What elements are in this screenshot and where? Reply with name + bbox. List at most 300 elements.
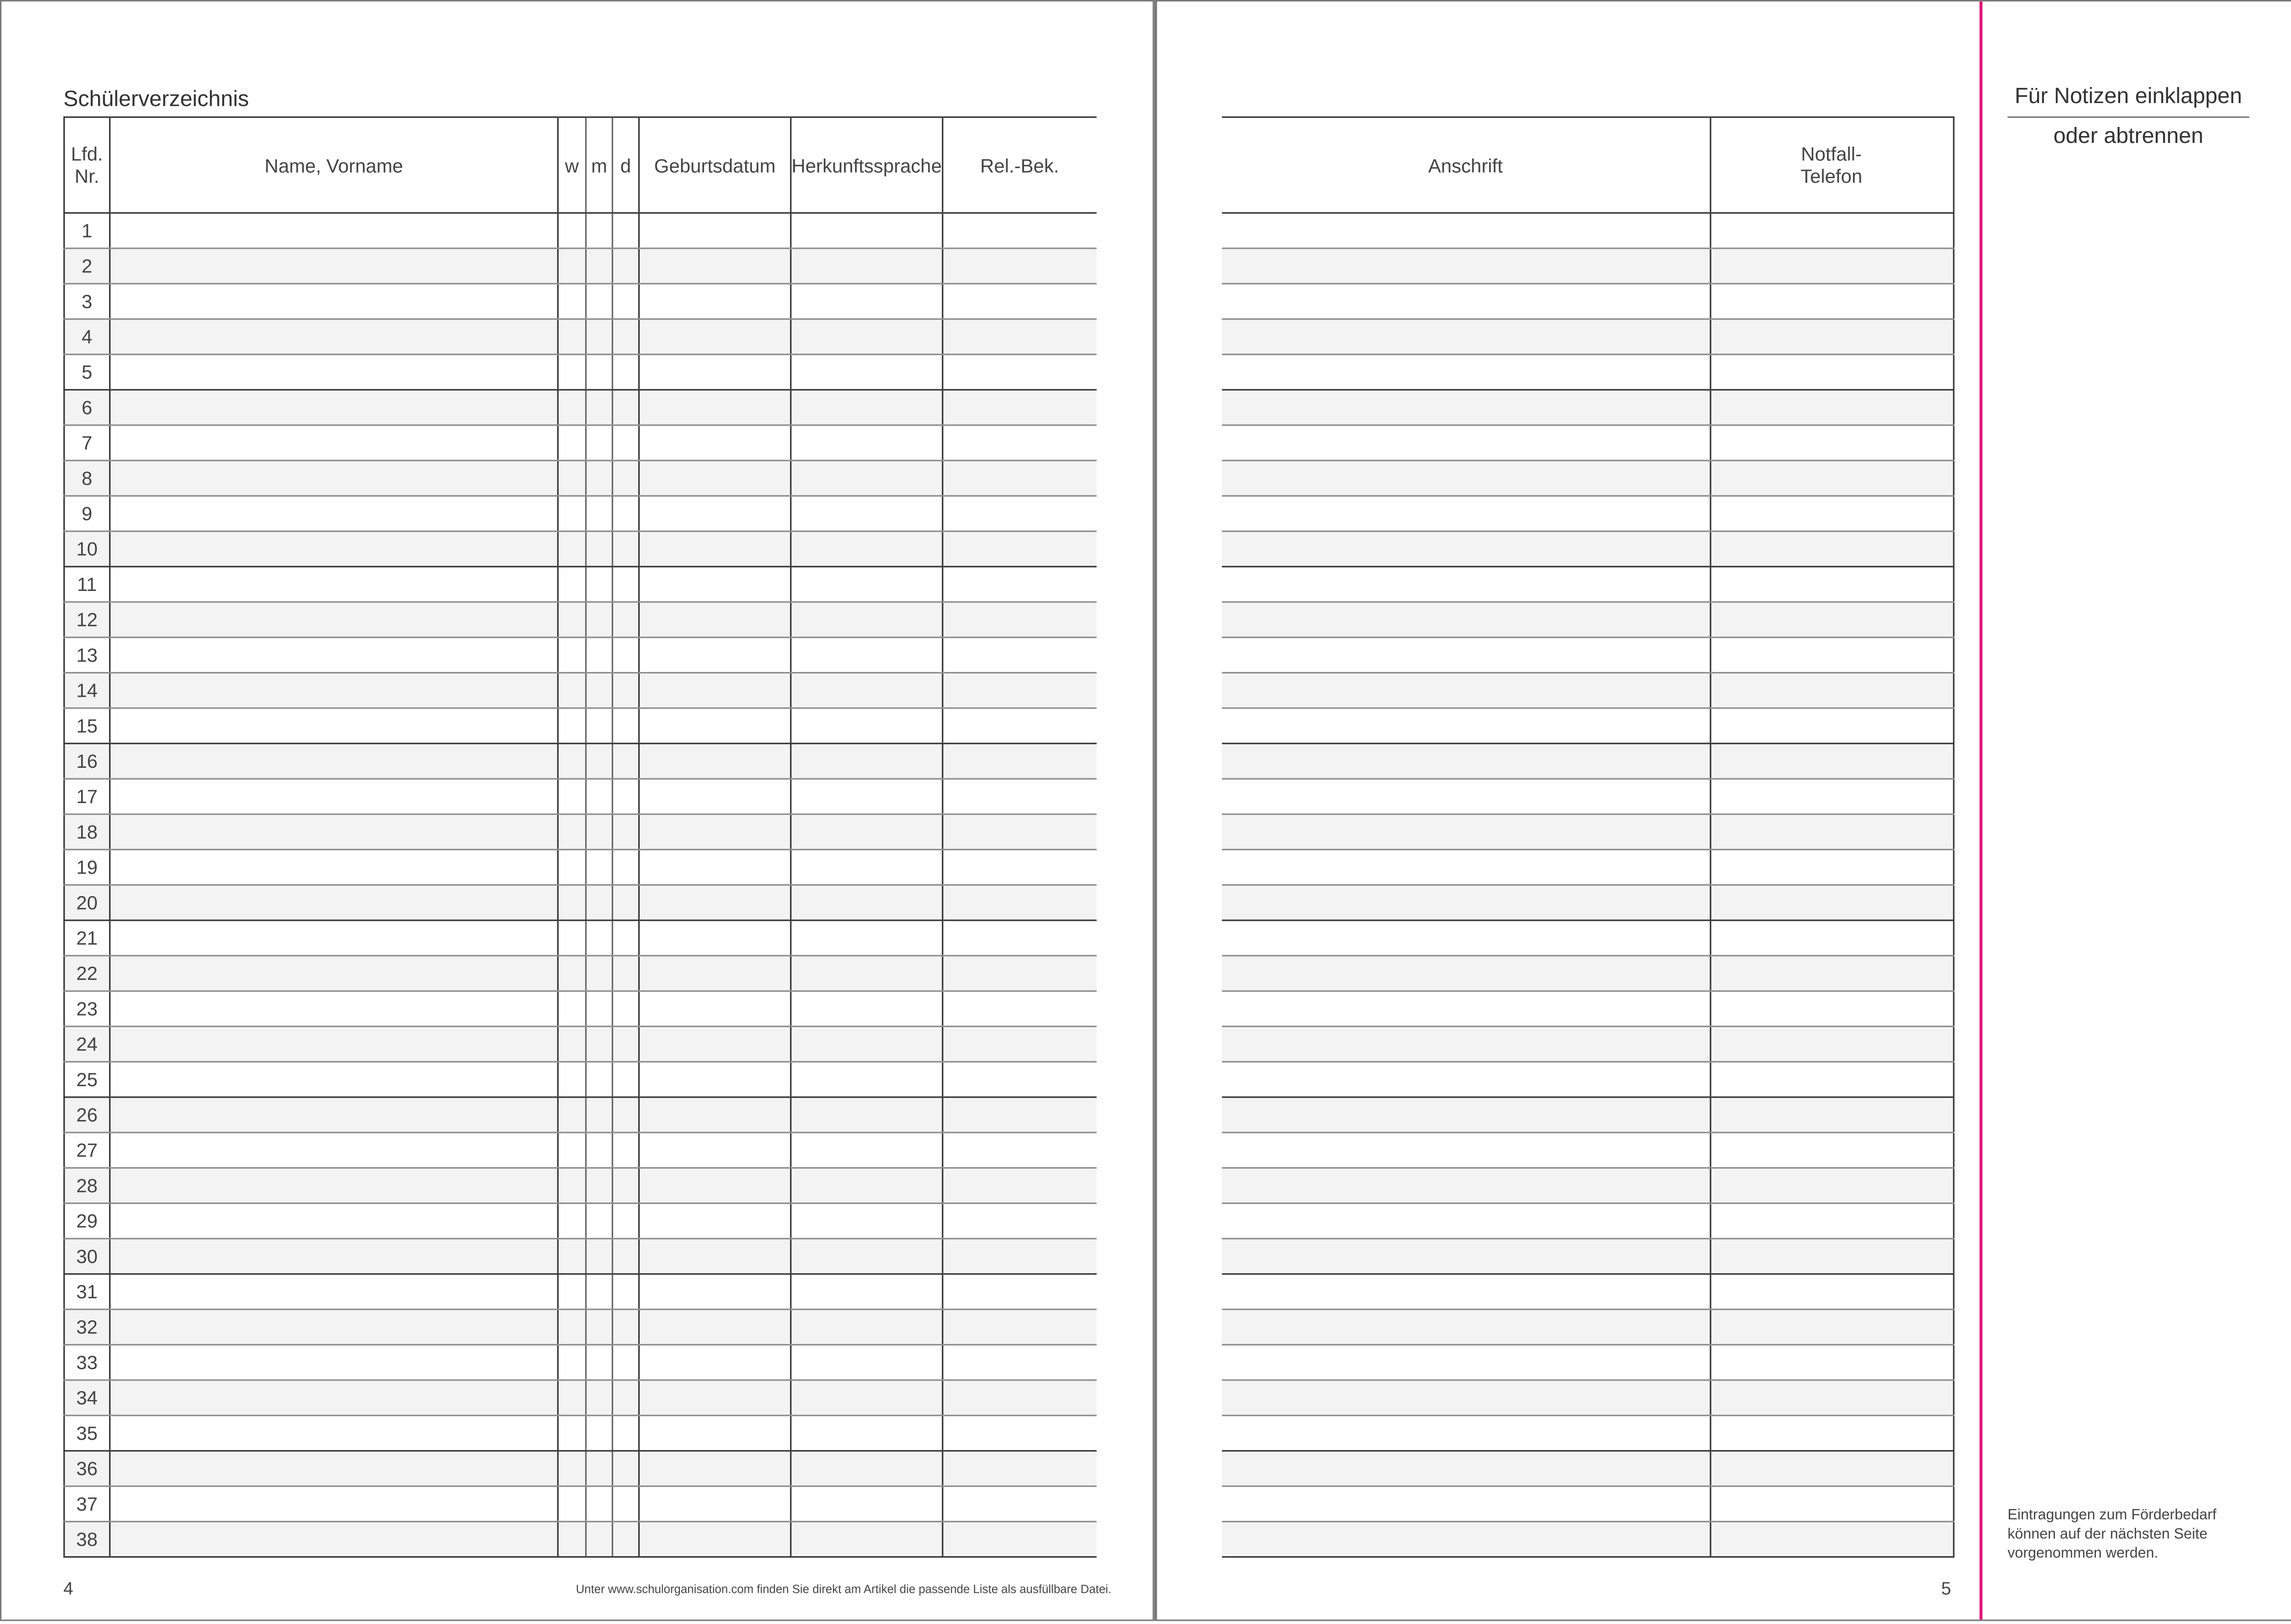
address-cell[interactable] xyxy=(1222,496,1710,531)
entry-cell[interactable] xyxy=(586,1521,613,1557)
address-cell[interactable] xyxy=(1222,1239,1710,1274)
entry-cell[interactable] xyxy=(613,1203,639,1239)
entry-cell[interactable] xyxy=(639,1380,791,1416)
address-cell[interactable] xyxy=(1222,319,1710,354)
entry-cell[interactable] xyxy=(613,637,639,673)
phone-cell[interactable] xyxy=(1710,1345,1953,1380)
entry-cell[interactable] xyxy=(613,602,639,637)
entry-cell[interactable] xyxy=(558,673,586,708)
entry-cell[interactable] xyxy=(943,1097,1096,1132)
entry-cell[interactable] xyxy=(639,1486,791,1521)
entry-cell[interactable] xyxy=(791,355,943,390)
phone-cell[interactable] xyxy=(1710,673,1953,708)
phone-cell[interactable] xyxy=(1710,248,1953,284)
entry-cell[interactable] xyxy=(791,567,943,602)
phone-cell[interactable] xyxy=(1710,602,1953,637)
entry-cell[interactable] xyxy=(791,956,943,991)
phone-cell[interactable] xyxy=(1710,1309,1953,1345)
entry-cell[interactable] xyxy=(639,637,791,673)
entry-cell[interactable] xyxy=(639,1168,791,1203)
entry-cell[interactable] xyxy=(639,567,791,602)
entry-cell[interactable] xyxy=(639,460,791,496)
entry-cell[interactable] xyxy=(586,1345,613,1380)
entry-cell[interactable] xyxy=(639,319,791,354)
entry-cell[interactable] xyxy=(558,744,586,779)
entry-cell[interactable] xyxy=(613,991,639,1026)
entry-cell[interactable] xyxy=(586,248,613,284)
address-cell[interactable] xyxy=(1222,920,1710,956)
entry-cell[interactable] xyxy=(558,425,586,460)
entry-cell[interactable] xyxy=(613,673,639,708)
entry-cell[interactable] xyxy=(586,814,613,849)
entry-cell[interactable] xyxy=(110,213,558,248)
entry-cell[interactable] xyxy=(558,1380,586,1416)
entry-cell[interactable] xyxy=(943,1521,1096,1557)
entry-cell[interactable] xyxy=(943,284,1096,319)
entry-cell[interactable] xyxy=(639,1451,791,1486)
entry-cell[interactable] xyxy=(110,779,558,814)
address-cell[interactable] xyxy=(1222,284,1710,319)
entry-cell[interactable] xyxy=(613,1521,639,1557)
entry-cell[interactable] xyxy=(586,567,613,602)
entry-cell[interactable] xyxy=(558,779,586,814)
entry-cell[interactable] xyxy=(110,355,558,390)
entry-cell[interactable] xyxy=(558,1451,586,1486)
entry-cell[interactable] xyxy=(586,637,613,673)
phone-cell[interactable] xyxy=(1710,991,1953,1026)
entry-cell[interactable] xyxy=(639,1132,791,1168)
phone-cell[interactable] xyxy=(1710,1027,1953,1062)
entry-cell[interactable] xyxy=(639,1203,791,1239)
entry-cell[interactable] xyxy=(558,567,586,602)
entry-cell[interactable] xyxy=(586,425,613,460)
phone-cell[interactable] xyxy=(1710,1416,1953,1451)
entry-cell[interactable] xyxy=(943,1416,1096,1451)
entry-cell[interactable] xyxy=(791,1380,943,1416)
entry-cell[interactable] xyxy=(613,496,639,531)
entry-cell[interactable] xyxy=(613,390,639,425)
entry-cell[interactable] xyxy=(558,991,586,1026)
address-cell[interactable] xyxy=(1222,814,1710,849)
entry-cell[interactable] xyxy=(110,1380,558,1416)
entry-cell[interactable] xyxy=(586,1168,613,1203)
entry-cell[interactable] xyxy=(791,814,943,849)
phone-cell[interactable] xyxy=(1710,708,1953,744)
entry-cell[interactable] xyxy=(791,319,943,354)
entry-cell[interactable] xyxy=(943,602,1096,637)
entry-cell[interactable] xyxy=(791,1274,943,1309)
phone-cell[interactable] xyxy=(1710,850,1953,885)
entry-cell[interactable] xyxy=(110,284,558,319)
entry-cell[interactable] xyxy=(558,814,586,849)
entry-cell[interactable] xyxy=(791,460,943,496)
entry-cell[interactable] xyxy=(558,1309,586,1345)
entry-cell[interactable] xyxy=(791,1168,943,1203)
entry-cell[interactable] xyxy=(586,1097,613,1132)
entry-cell[interactable] xyxy=(110,1521,558,1557)
entry-cell[interactable] xyxy=(639,425,791,460)
phone-cell[interactable] xyxy=(1710,1097,1953,1132)
entry-cell[interactable] xyxy=(791,920,943,956)
entry-cell[interactable] xyxy=(943,1062,1096,1097)
entry-cell[interactable] xyxy=(558,496,586,531)
entry-cell[interactable] xyxy=(639,991,791,1026)
entry-cell[interactable] xyxy=(110,602,558,637)
entry-cell[interactable] xyxy=(613,319,639,354)
entry-cell[interactable] xyxy=(613,1062,639,1097)
entry-cell[interactable] xyxy=(639,956,791,991)
phone-cell[interactable] xyxy=(1710,744,1953,779)
entry-cell[interactable] xyxy=(586,1132,613,1168)
entry-cell[interactable] xyxy=(639,213,791,248)
entry-cell[interactable] xyxy=(613,1132,639,1168)
entry-cell[interactable] xyxy=(943,1203,1096,1239)
entry-cell[interactable] xyxy=(639,1521,791,1557)
entry-cell[interactable] xyxy=(639,1097,791,1132)
entry-cell[interactable] xyxy=(943,779,1096,814)
entry-cell[interactable] xyxy=(586,390,613,425)
entry-cell[interactable] xyxy=(639,779,791,814)
address-cell[interactable] xyxy=(1222,1309,1710,1345)
entry-cell[interactable] xyxy=(639,1416,791,1451)
entry-cell[interactable] xyxy=(558,1203,586,1239)
phone-cell[interactable] xyxy=(1710,1380,1953,1416)
entry-cell[interactable] xyxy=(558,284,586,319)
entry-cell[interactable] xyxy=(943,248,1096,284)
entry-cell[interactable] xyxy=(639,1027,791,1062)
address-cell[interactable] xyxy=(1222,1097,1710,1132)
address-cell[interactable] xyxy=(1222,567,1710,602)
entry-cell[interactable] xyxy=(558,637,586,673)
phone-cell[interactable] xyxy=(1710,355,1953,390)
entry-cell[interactable] xyxy=(586,213,613,248)
entry-cell[interactable] xyxy=(613,956,639,991)
entry-cell[interactable] xyxy=(943,425,1096,460)
entry-cell[interactable] xyxy=(586,496,613,531)
address-cell[interactable] xyxy=(1222,1274,1710,1309)
entry-cell[interactable] xyxy=(791,1309,943,1345)
entry-cell[interactable] xyxy=(943,1345,1096,1380)
entry-cell[interactable] xyxy=(791,602,943,637)
entry-cell[interactable] xyxy=(639,1309,791,1345)
entry-cell[interactable] xyxy=(791,1416,943,1451)
entry-cell[interactable] xyxy=(586,1274,613,1309)
entry-cell[interactable] xyxy=(943,319,1096,354)
entry-cell[interactable] xyxy=(613,814,639,849)
entry-cell[interactable] xyxy=(110,850,558,885)
phone-cell[interactable] xyxy=(1710,1274,1953,1309)
entry-cell[interactable] xyxy=(791,248,943,284)
entry-cell[interactable] xyxy=(791,425,943,460)
phone-cell[interactable] xyxy=(1710,531,1953,567)
entry-cell[interactable] xyxy=(791,284,943,319)
entry-cell[interactable] xyxy=(943,673,1096,708)
address-cell[interactable] xyxy=(1222,1345,1710,1380)
entry-cell[interactable] xyxy=(558,1168,586,1203)
entry-cell[interactable] xyxy=(558,1416,586,1451)
entry-cell[interactable] xyxy=(613,850,639,885)
entry-cell[interactable] xyxy=(110,531,558,567)
phone-cell[interactable] xyxy=(1710,1132,1953,1168)
entry-cell[interactable] xyxy=(639,355,791,390)
entry-cell[interactable] xyxy=(558,213,586,248)
entry-cell[interactable] xyxy=(558,1345,586,1380)
entry-cell[interactable] xyxy=(586,1416,613,1451)
entry-cell[interactable] xyxy=(586,673,613,708)
entry-cell[interactable] xyxy=(639,1239,791,1274)
entry-cell[interactable] xyxy=(110,637,558,673)
entry-cell[interactable] xyxy=(558,1132,586,1168)
address-cell[interactable] xyxy=(1222,248,1710,284)
entry-cell[interactable] xyxy=(613,531,639,567)
entry-cell[interactable] xyxy=(558,885,586,920)
entry-cell[interactable] xyxy=(791,708,943,744)
address-cell[interactable] xyxy=(1222,850,1710,885)
entry-cell[interactable] xyxy=(639,885,791,920)
entry-cell[interactable] xyxy=(791,673,943,708)
entry-cell[interactable] xyxy=(613,1416,639,1451)
entry-cell[interactable] xyxy=(558,1062,586,1097)
entry-cell[interactable] xyxy=(586,284,613,319)
entry-cell[interactable] xyxy=(586,355,613,390)
entry-cell[interactable] xyxy=(791,637,943,673)
phone-cell[interactable] xyxy=(1710,814,1953,849)
phone-cell[interactable] xyxy=(1710,1168,1953,1203)
entry-cell[interactable] xyxy=(943,1451,1096,1486)
entry-cell[interactable] xyxy=(791,1132,943,1168)
address-cell[interactable] xyxy=(1222,885,1710,920)
entry-cell[interactable] xyxy=(613,779,639,814)
phone-cell[interactable] xyxy=(1710,284,1953,319)
entry-cell[interactable] xyxy=(586,1309,613,1345)
entry-cell[interactable] xyxy=(639,1345,791,1380)
entry-cell[interactable] xyxy=(791,1203,943,1239)
entry-cell[interactable] xyxy=(943,708,1096,744)
address-cell[interactable] xyxy=(1222,991,1710,1026)
entry-cell[interactable] xyxy=(943,744,1096,779)
entry-cell[interactable] xyxy=(558,1027,586,1062)
entry-cell[interactable] xyxy=(558,1486,586,1521)
entry-cell[interactable] xyxy=(110,673,558,708)
phone-cell[interactable] xyxy=(1710,885,1953,920)
phone-cell[interactable] xyxy=(1710,1062,1953,1097)
address-cell[interactable] xyxy=(1222,425,1710,460)
phone-cell[interactable] xyxy=(1710,1451,1953,1486)
entry-cell[interactable] xyxy=(639,602,791,637)
entry-cell[interactable] xyxy=(110,1239,558,1274)
entry-cell[interactable] xyxy=(639,390,791,425)
address-cell[interactable] xyxy=(1222,673,1710,708)
entry-cell[interactable] xyxy=(110,1416,558,1451)
entry-cell[interactable] xyxy=(791,1451,943,1486)
entry-cell[interactable] xyxy=(639,531,791,567)
entry-cell[interactable] xyxy=(943,850,1096,885)
entry-cell[interactable] xyxy=(791,1097,943,1132)
phone-cell[interactable] xyxy=(1710,920,1953,956)
entry-cell[interactable] xyxy=(639,850,791,885)
entry-cell[interactable] xyxy=(558,1097,586,1132)
entry-cell[interactable] xyxy=(943,1132,1096,1168)
entry-cell[interactable] xyxy=(613,1097,639,1132)
address-cell[interactable] xyxy=(1222,637,1710,673)
entry-cell[interactable] xyxy=(558,602,586,637)
entry-cell[interactable] xyxy=(110,1097,558,1132)
entry-cell[interactable] xyxy=(586,1486,613,1521)
entry-cell[interactable] xyxy=(943,1168,1096,1203)
entry-cell[interactable] xyxy=(613,885,639,920)
address-cell[interactable] xyxy=(1222,531,1710,567)
address-cell[interactable] xyxy=(1222,355,1710,390)
entry-cell[interactable] xyxy=(943,920,1096,956)
entry-cell[interactable] xyxy=(110,956,558,991)
entry-cell[interactable] xyxy=(613,1486,639,1521)
entry-cell[interactable] xyxy=(613,1451,639,1486)
entry-cell[interactable] xyxy=(639,496,791,531)
entry-cell[interactable] xyxy=(943,531,1096,567)
entry-cell[interactable] xyxy=(613,248,639,284)
address-cell[interactable] xyxy=(1222,1486,1710,1521)
entry-cell[interactable] xyxy=(586,1203,613,1239)
entry-cell[interactable] xyxy=(943,991,1096,1026)
address-cell[interactable] xyxy=(1222,1451,1710,1486)
entry-cell[interactable] xyxy=(943,956,1096,991)
phone-cell[interactable] xyxy=(1710,425,1953,460)
entry-cell[interactable] xyxy=(639,1274,791,1309)
entry-cell[interactable] xyxy=(613,920,639,956)
address-cell[interactable] xyxy=(1222,1027,1710,1062)
entry-cell[interactable] xyxy=(791,1239,943,1274)
entry-cell[interactable] xyxy=(586,850,613,885)
address-cell[interactable] xyxy=(1222,460,1710,496)
entry-cell[interactable] xyxy=(943,567,1096,602)
entry-cell[interactable] xyxy=(110,1451,558,1486)
address-cell[interactable] xyxy=(1222,1416,1710,1451)
entry-cell[interactable] xyxy=(943,1239,1096,1274)
entry-cell[interactable] xyxy=(639,284,791,319)
phone-cell[interactable] xyxy=(1710,496,1953,531)
entry-cell[interactable] xyxy=(613,1239,639,1274)
entry-cell[interactable] xyxy=(791,850,943,885)
phone-cell[interactable] xyxy=(1710,1521,1953,1557)
entry-cell[interactable] xyxy=(558,956,586,991)
address-cell[interactable] xyxy=(1222,744,1710,779)
entry-cell[interactable] xyxy=(558,460,586,496)
entry-cell[interactable] xyxy=(558,850,586,885)
entry-cell[interactable] xyxy=(110,460,558,496)
address-cell[interactable] xyxy=(1222,390,1710,425)
entry-cell[interactable] xyxy=(110,425,558,460)
entry-cell[interactable] xyxy=(558,248,586,284)
entry-cell[interactable] xyxy=(639,814,791,849)
entry-cell[interactable] xyxy=(943,355,1096,390)
entry-cell[interactable] xyxy=(791,496,943,531)
entry-cell[interactable] xyxy=(943,885,1096,920)
entry-cell[interactable] xyxy=(586,602,613,637)
entry-cell[interactable] xyxy=(791,1345,943,1380)
entry-cell[interactable] xyxy=(110,390,558,425)
entry-cell[interactable] xyxy=(110,567,558,602)
entry-cell[interactable] xyxy=(791,1521,943,1557)
address-cell[interactable] xyxy=(1222,213,1710,248)
entry-cell[interactable] xyxy=(558,319,586,354)
entry-cell[interactable] xyxy=(943,1274,1096,1309)
entry-cell[interactable] xyxy=(613,355,639,390)
address-cell[interactable] xyxy=(1222,1062,1710,1097)
entry-cell[interactable] xyxy=(943,496,1096,531)
entry-cell[interactable] xyxy=(943,637,1096,673)
entry-cell[interactable] xyxy=(110,1345,558,1380)
entry-cell[interactable] xyxy=(613,1309,639,1345)
address-cell[interactable] xyxy=(1222,708,1710,744)
entry-cell[interactable] xyxy=(943,1027,1096,1062)
address-cell[interactable] xyxy=(1222,1380,1710,1416)
entry-cell[interactable] xyxy=(110,885,558,920)
entry-cell[interactable] xyxy=(110,991,558,1026)
entry-cell[interactable] xyxy=(613,460,639,496)
entry-cell[interactable] xyxy=(943,213,1096,248)
entry-cell[interactable] xyxy=(613,425,639,460)
address-cell[interactable] xyxy=(1222,1132,1710,1168)
entry-cell[interactable] xyxy=(639,673,791,708)
entry-cell[interactable] xyxy=(613,1345,639,1380)
entry-cell[interactable] xyxy=(791,1486,943,1521)
entry-cell[interactable] xyxy=(586,956,613,991)
entry-cell[interactable] xyxy=(791,390,943,425)
entry-cell[interactable] xyxy=(613,1027,639,1062)
entry-cell[interactable] xyxy=(613,1380,639,1416)
phone-cell[interactable] xyxy=(1710,779,1953,814)
entry-cell[interactable] xyxy=(586,531,613,567)
entry-cell[interactable] xyxy=(943,1380,1096,1416)
entry-cell[interactable] xyxy=(110,1062,558,1097)
address-cell[interactable] xyxy=(1222,956,1710,991)
phone-cell[interactable] xyxy=(1710,1239,1953,1274)
entry-cell[interactable] xyxy=(558,531,586,567)
entry-cell[interactable] xyxy=(943,814,1096,849)
entry-cell[interactable] xyxy=(110,1309,558,1345)
entry-cell[interactable] xyxy=(110,744,558,779)
entry-cell[interactable] xyxy=(586,1380,613,1416)
entry-cell[interactable] xyxy=(943,390,1096,425)
entry-cell[interactable] xyxy=(586,1027,613,1062)
entry-cell[interactable] xyxy=(586,460,613,496)
entry-cell[interactable] xyxy=(613,284,639,319)
entry-cell[interactable] xyxy=(791,213,943,248)
entry-cell[interactable] xyxy=(639,920,791,956)
entry-cell[interactable] xyxy=(791,885,943,920)
entry-cell[interactable] xyxy=(110,1203,558,1239)
entry-cell[interactable] xyxy=(791,779,943,814)
entry-cell[interactable] xyxy=(110,1132,558,1168)
entry-cell[interactable] xyxy=(943,1309,1096,1345)
entry-cell[interactable] xyxy=(110,1027,558,1062)
entry-cell[interactable] xyxy=(586,1062,613,1097)
entry-cell[interactable] xyxy=(110,1168,558,1203)
entry-cell[interactable] xyxy=(791,744,943,779)
entry-cell[interactable] xyxy=(791,991,943,1026)
entry-cell[interactable] xyxy=(110,248,558,284)
address-cell[interactable] xyxy=(1222,602,1710,637)
entry-cell[interactable] xyxy=(943,460,1096,496)
entry-cell[interactable] xyxy=(586,1451,613,1486)
entry-cell[interactable] xyxy=(586,885,613,920)
phone-cell[interactable] xyxy=(1710,1486,1953,1521)
entry-cell[interactable] xyxy=(110,1274,558,1309)
entry-cell[interactable] xyxy=(586,744,613,779)
address-cell[interactable] xyxy=(1222,1521,1710,1557)
phone-cell[interactable] xyxy=(1710,567,1953,602)
entry-cell[interactable] xyxy=(110,920,558,956)
